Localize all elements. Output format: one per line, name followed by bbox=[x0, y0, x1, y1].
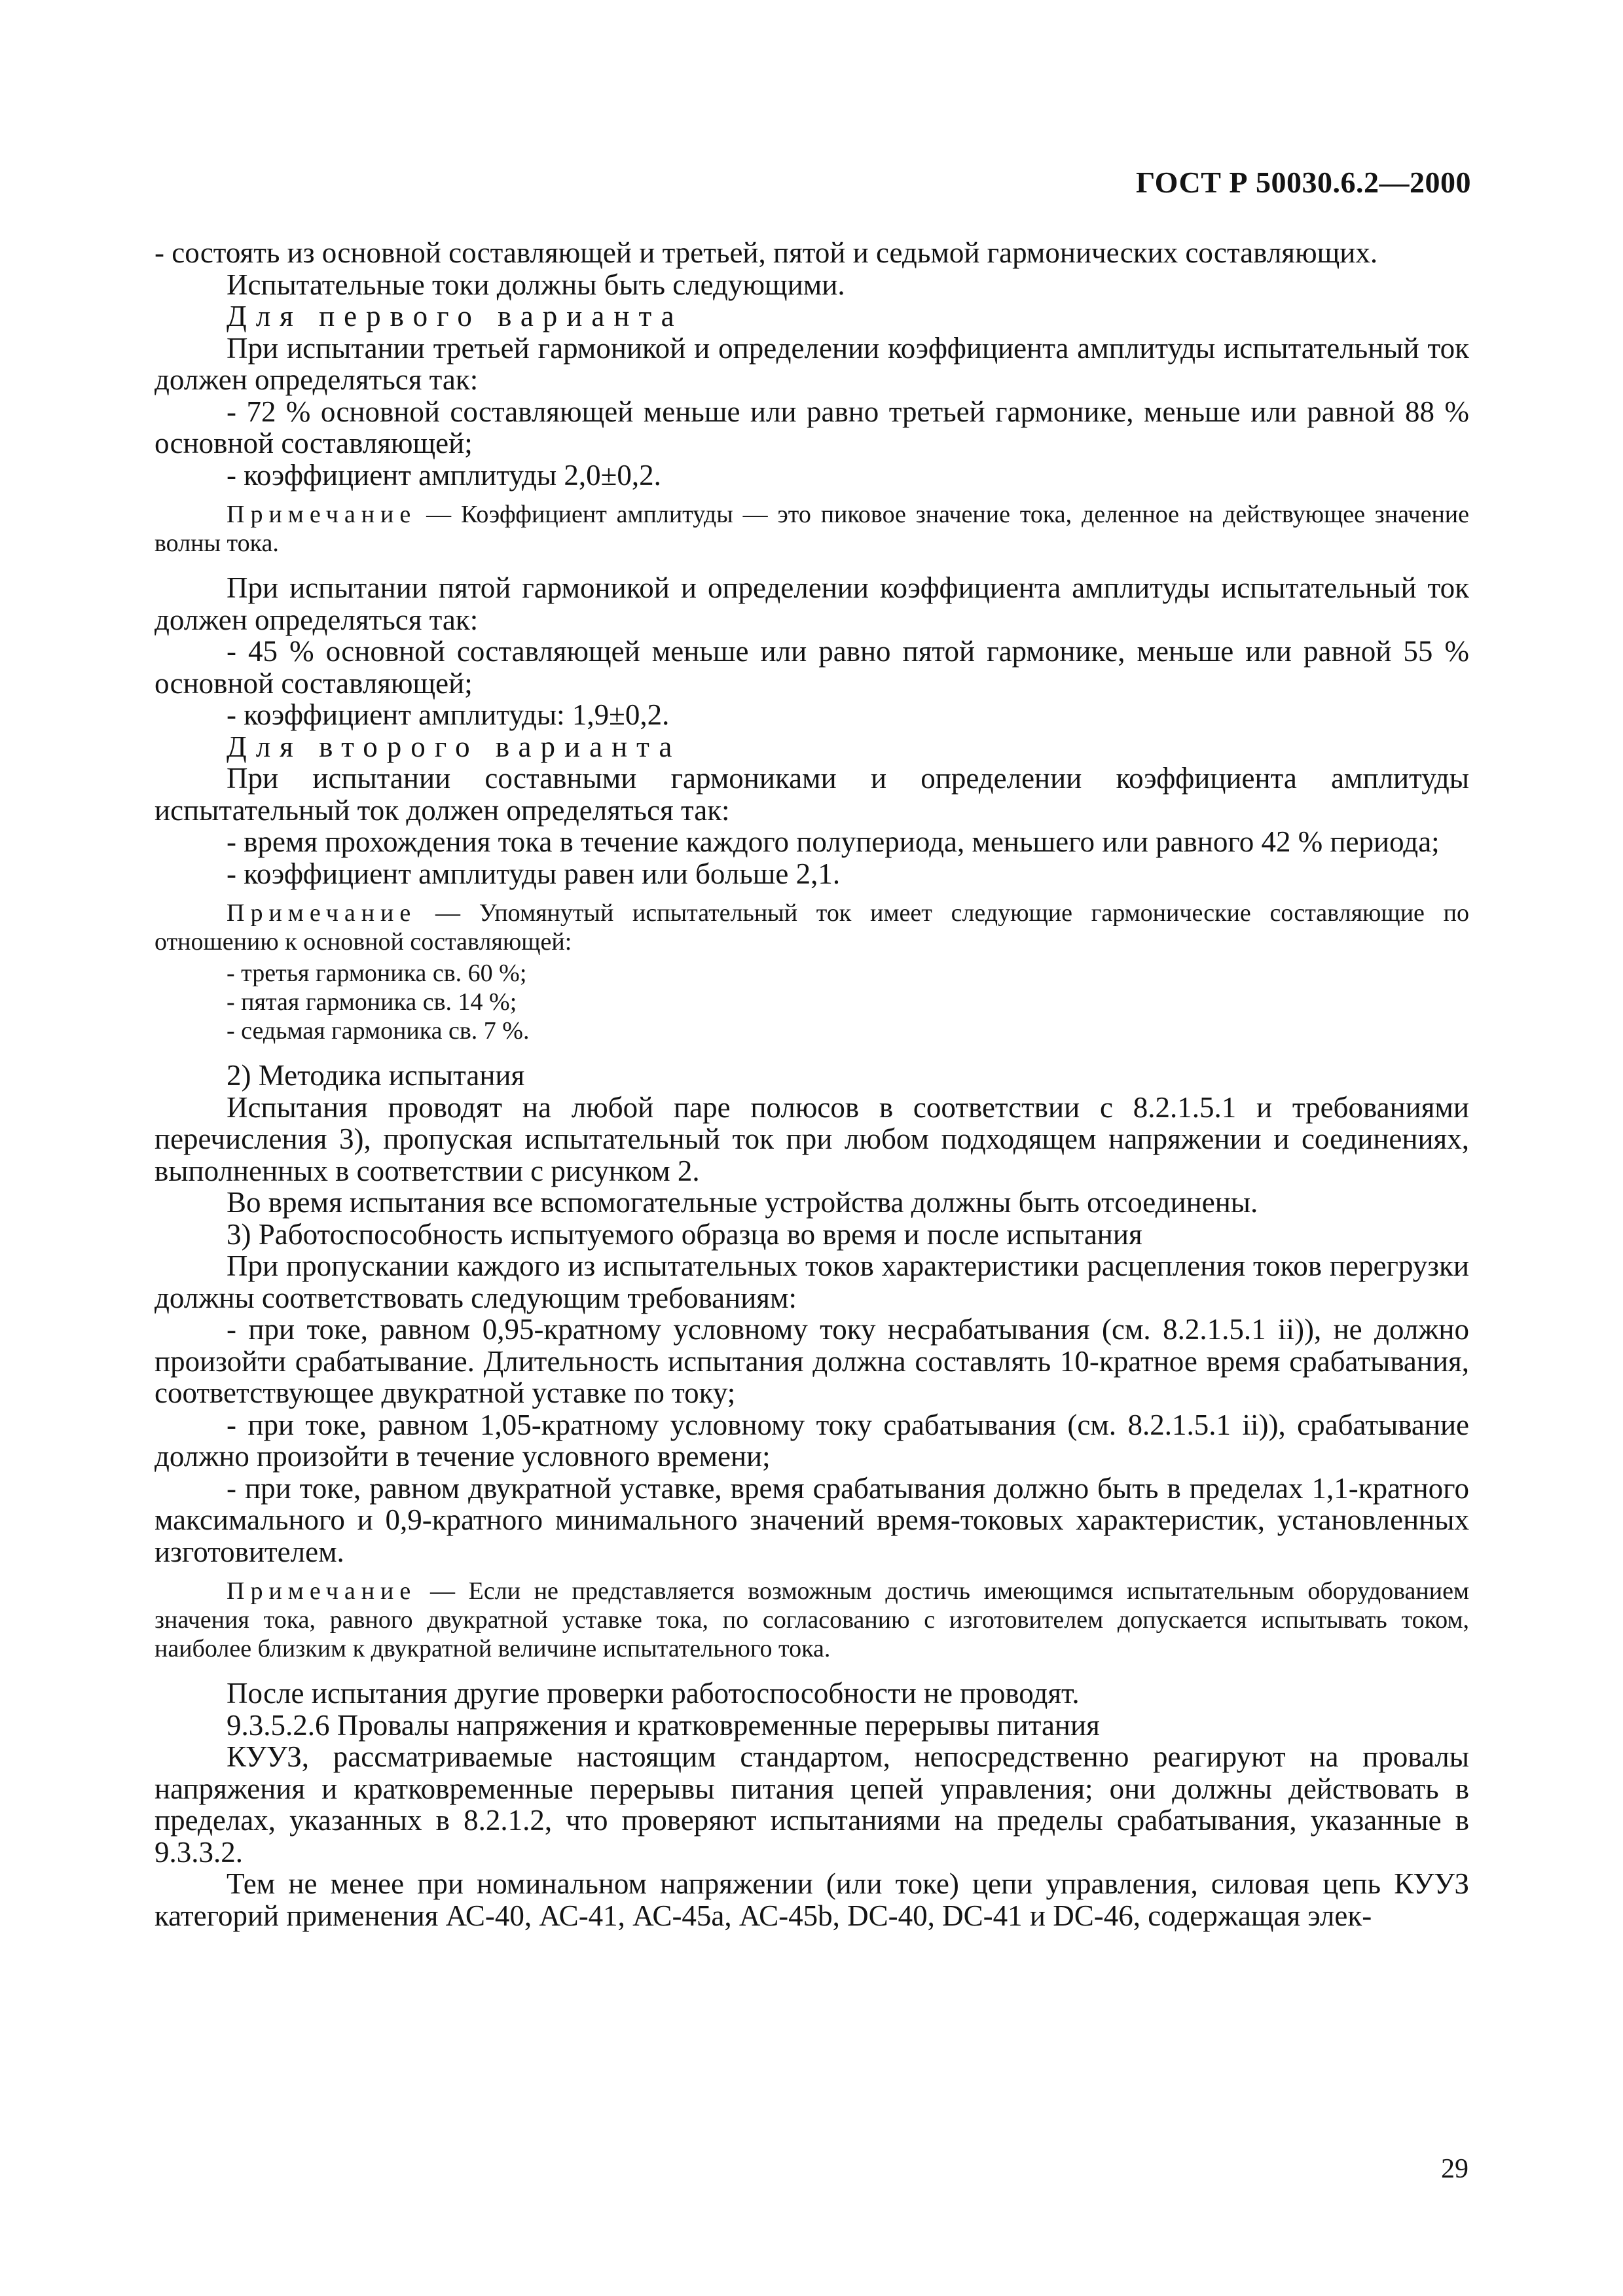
note-list bbox=[155, 959, 1469, 1045]
paragraph: - коэффициент амплитуды: 1,9±0,2. bbox=[227, 698, 670, 731]
paragraph: - время прохождения тока в течение каждого полупериода, меньшего или равного 42 % периода; bbox=[227, 825, 1440, 858]
paragraph: 2) Методика испытания bbox=[227, 1059, 525, 1092]
note-label: Примечание bbox=[227, 899, 417, 927]
paragraph: КУУЗ, рассматриваемые настоящим стандартом, непосредственно реагируют на провалы напряжения и кратковременные перерывы питания цепей управления; они должны действовать в пределах, указанных в 8.2.1.2, что проверяют испытаниями на пределы срабатывания, указанные в 9.3.3.2. bbox=[155, 1740, 1469, 1869]
section-variant-heading: Для первого варианта bbox=[227, 300, 684, 332]
paragraph: При испытании пятой гармоникой и определении коэффициента амплитуды испытательный ток должен определяться так: bbox=[155, 571, 1469, 636]
paragraph: 3) Работоспособность испытуемого образца во время и после испытания bbox=[227, 1217, 1142, 1251]
section-heading: 9.3.5.2.6 Провалы напряжения и кратковременные перерывы питания bbox=[227, 1708, 1100, 1742]
page-number: 29 bbox=[1441, 2154, 1468, 2184]
note-label: Примечание bbox=[227, 1577, 417, 1605]
paragraph: Во время испытания все вспомогательные устройства должны быть отсоединены. bbox=[227, 1186, 1258, 1219]
document-body bbox=[155, 237, 1469, 1931]
paragraph: При пропускании каждого из испытательных токов характеристики расцепления токов перегрузки должны соответствовать следующим требованиям: bbox=[155, 1249, 1469, 1314]
paragraph: При испытании составными гармониками и определении коэффициента амплитуды испытательный ток должен определяться так: bbox=[155, 762, 1469, 827]
note-text: Коэффициент амплитуды — это пиковое значение тока, деленное на действующее значение волны тока. bbox=[155, 501, 1470, 557]
paragraph: - 72 % основной составляющей меньше или равно третьей гармонике, меньше или равной 88 % основной составляющей; bbox=[155, 395, 1469, 459]
paragraph: Испытательные токи должны быть следующими. bbox=[227, 268, 845, 301]
note-text: Если не представляется возможным достичь имеющимся испытательным оборудованием значения тока, равного двукратной уставке тока, по согласованию с изготовителем допускается испытывать током, наиболее близким к двукратной величине испытательного тока. bbox=[155, 1577, 1470, 1662]
note-list-item: - пятая гармоника св. 14 %; bbox=[227, 988, 517, 1016]
paragraph: Тем не менее при номинальном напряжении (или токе) цепи управления, силовая цепь КУУЗ категорий применения АС-40, АС-41, АС-45a, АС-45b, DC-40, DC-41 и DC-46, содержащая элек- bbox=[155, 1867, 1469, 1932]
note-list-item: - третья гармоника св. 60 %; bbox=[227, 960, 527, 987]
note: Примечание — Если не представляется возможным достичь имеющимся испытательным оборудованием значения тока, равного двукратной уставке тока, по согласованию с изготовителем допускается испытывать током, наиболее близким к двукратной величине испытательного тока. bbox=[155, 1577, 1470, 1662]
section-variant-heading: Для второго варианта bbox=[227, 730, 682, 763]
note-text: Упомянутый испытательный ток имеет следующие гармонические составляющие по отношению к основной составляющей: bbox=[155, 899, 1469, 956]
document-header: ГОСТ Р 50030.6.2—2000 bbox=[1136, 166, 1471, 199]
note: Примечание — Упомянутый испытательный ток имеет следующие гармонические составляющие по отношению к основной составляющей: bbox=[155, 899, 1469, 956]
paragraph: - при токе, равном 0,95-кратному условному току несрабатывания (см. 8.2.1.5.1 ii)), не должно произойти срабатывание. Длительность испытания должна составлять 10-кратное время срабатывания, соответствующее двукратной уставке по току; bbox=[155, 1313, 1469, 1409]
paragraph: При испытании третьей гармоникой и определении коэффициента амплитуды испытательный ток должен определяться так: bbox=[155, 331, 1469, 396]
note-list-item: - седьмая гармоника св. 7 %. bbox=[227, 1017, 530, 1045]
paragraph: - 45 % основной составляющей меньше или равно пятой гармонике, меньше или равной 55 % основной составляющей; bbox=[155, 635, 1469, 700]
paragraph: После испытания другие проверки работоспособности не проводят. bbox=[227, 1677, 1080, 1710]
paragraph: - состоять из основной составляющей и третьей, пятой и седьмой гармонических составляющих. bbox=[155, 236, 1378, 269]
note: Примечание — Коэффициент амплитуды — это пиковое значение тока, деленное на действующее значение волны тока. bbox=[155, 501, 1470, 557]
note-label: Примечание bbox=[227, 501, 417, 528]
paragraph: - при токе, равном 1,05-кратному условному току срабатывания (см. 8.2.1.5.1 ii)), срабатывание должно произойти в течение условного времени; bbox=[155, 1408, 1469, 1473]
paragraph: - при токе, равном двукратной уставке, время срабатывания должно быть в пределах 1,1-кратного максимального и 0,9-кратного минимального значений время-токовых характеристик, установленных изготовителем. bbox=[155, 1471, 1469, 1568]
paragraph: - коэффициент амплитуды 2,0±0,2. bbox=[227, 458, 661, 492]
paragraph: - коэффициент амплитуды равен или больше 2,1. bbox=[227, 857, 841, 890]
paragraph: Испытания проводят на любой паре полюсов в соответствии с 8.2.1.5.1 и требованиями перечисления 3), пропуская испытательный ток при любом подходящем напряжении и соединениях, выполненных в соответствии с рисунком 2. bbox=[155, 1090, 1469, 1187]
